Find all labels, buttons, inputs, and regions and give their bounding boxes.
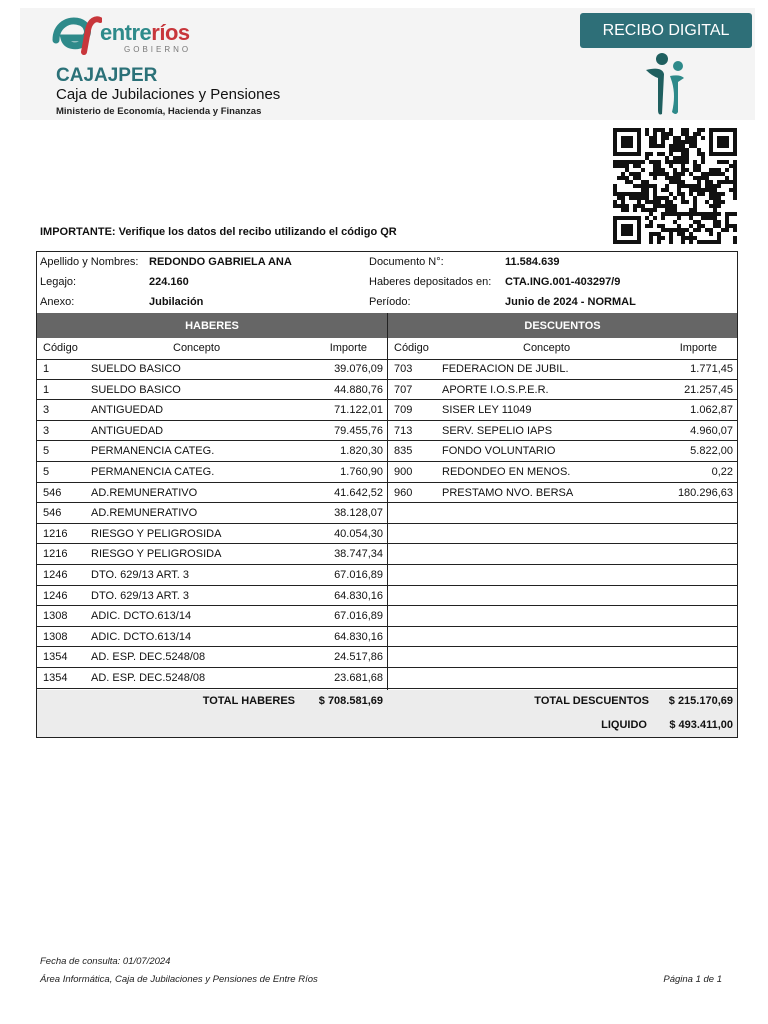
- recibo-digital-badge: RECIBO DIGITAL: [580, 13, 752, 48]
- concepto-cell: PERMANENCIA CATEG.: [91, 445, 215, 458]
- concepto-header: Concepto: [523, 342, 571, 354]
- importe-cell: 44.880,76: [334, 383, 383, 396]
- descuentos-table-row: [388, 380, 737, 401]
- importe-cell: 40.054,30: [334, 527, 383, 540]
- haberes-table-row: [37, 586, 387, 607]
- liquido-value: $ 493.411,00: [669, 719, 733, 731]
- qr-code: [613, 128, 737, 246]
- brand-subtitle: GOBIERNO: [124, 45, 192, 54]
- total-haberes-label: TOTAL HABERES: [202, 695, 295, 707]
- haberes-table-row: [37, 647, 387, 668]
- liquido-label: LIQUIDO: [601, 719, 647, 731]
- document-value: 11.584.639: [505, 256, 560, 268]
- descuentos-section-header: DESCUENTOS: [388, 313, 737, 338]
- haberes-table-row: [37, 565, 387, 586]
- importe-cell: 24.517,86: [334, 651, 383, 664]
- footer-area: Área Informática, Caja de Jubilaciones y Pensiones de Entre Ríos: [40, 974, 318, 985]
- name-label: Apellido y Nombres:: [40, 256, 139, 268]
- total-haberes-value: $ 708.581,69: [318, 695, 383, 707]
- anexo-value: Jubilación: [149, 296, 204, 308]
- haberes-table-row: [37, 400, 387, 421]
- concepto-cell: PRESTAMO NVO. BERSA: [442, 486, 574, 499]
- importe-cell: 1.771,45: [690, 363, 733, 375]
- importe-cell: 38.128,07: [334, 507, 383, 520]
- periodo-label: Período:: [369, 296, 411, 308]
- importe-cell: 180.296,63: [677, 486, 733, 499]
- concepto-cell: RIESGO Y PELIGROSIDA: [91, 527, 222, 540]
- importe-cell: 5.822,00: [690, 445, 733, 458]
- descuentos-table-row: [388, 627, 737, 648]
- total-descuentos-label: TOTAL DESCUENTOS: [534, 695, 649, 707]
- verification-notice: IMPORTANTE: Verifique los datos del recibo utilizando el código QR: [40, 226, 397, 238]
- descuentos-table-row: [388, 544, 737, 565]
- codigo-cell: 5: [43, 445, 50, 458]
- concepto-cell: FONDO VOLUNTARIO: [442, 445, 556, 458]
- haberes-table-row: [37, 359, 387, 380]
- importe-cell: 71.122,01: [334, 404, 383, 417]
- info-row-legajo: [37, 272, 737, 292]
- concepto-cell: REDONDEO EN MENOS.: [442, 466, 571, 478]
- descuentos-table-row: [388, 462, 737, 483]
- haberes-table-row: [37, 462, 387, 483]
- importe-cell: 0,22: [711, 466, 733, 478]
- concepto-cell: DTO. 629/13 ART. 3: [91, 589, 190, 602]
- importe-cell: 67.016,89: [334, 610, 383, 623]
- codigo-cell: 709: [394, 404, 413, 417]
- concepto-cell: SUELDO BASICO: [91, 383, 181, 396]
- codigo-cell: 1: [43, 383, 50, 396]
- importe-cell: 21.257,45: [684, 383, 733, 396]
- descuentos-table-row: [388, 421, 737, 442]
- haberes-table-row: [37, 503, 387, 524]
- codigo-cell: 546: [43, 507, 62, 520]
- concepto-cell: ADIC. DCTO.613/14: [91, 630, 192, 643]
- codigo-cell: 1308: [43, 610, 68, 623]
- haberes-table-row: [37, 421, 387, 442]
- importe-header: Importe: [329, 342, 367, 354]
- page-number: Página 1 de 1: [663, 974, 722, 985]
- haberes-depositados-label: Haberes depositados en:: [369, 276, 492, 288]
- descuentos-table-row: [388, 441, 737, 462]
- concepto-cell: SUELDO BASICO: [91, 363, 181, 375]
- concepto-cell: DTO. 629/13 ART. 3: [91, 569, 190, 581]
- importe-cell: 38.747,34: [334, 548, 383, 561]
- importe-cell: 39.076,09: [334, 363, 383, 375]
- descuentos-table-row: [388, 400, 737, 421]
- info-row-anexo: [37, 292, 737, 312]
- haberes-table-row: [37, 627, 387, 648]
- importe-cell: 67.016,89: [334, 569, 383, 581]
- concepto-cell: AD. ESP. DEC.5248/08: [91, 672, 206, 684]
- codigo-header: Código: [43, 342, 78, 354]
- fecha-consulta: Fecha de consulta: 01/07/2024: [40, 956, 171, 967]
- codigo-cell: 5: [43, 466, 50, 478]
- importe-cell: 64.830,16: [334, 630, 383, 643]
- codigo-cell: 713: [394, 424, 413, 437]
- codigo-cell: 1308: [43, 630, 68, 643]
- cajajper-figures-icon: [640, 52, 690, 118]
- concepto-cell: ADIC. DCTO.613/14: [91, 610, 192, 623]
- codigo-cell: 960: [394, 486, 413, 499]
- codigo-cell: 835: [394, 445, 413, 458]
- haberes-table-row: [37, 544, 387, 565]
- org-name: Caja de Jubilaciones y Pensiones: [56, 86, 281, 103]
- descuentos-table-row: [388, 668, 737, 689]
- name-value: REDONDO GABRIELA ANA: [149, 256, 292, 268]
- haberes-table-row: [37, 524, 387, 545]
- haberes-depositados-value: CTA.ING.001-403297/9: [505, 276, 621, 288]
- haberes-table-row: [37, 606, 387, 627]
- concepto-cell: RIESGO Y PELIGROSIDA: [91, 548, 222, 561]
- importe-cell: 23.681,68: [334, 672, 383, 684]
- concepto-cell: SERV. SEPELIO IAPS: [442, 424, 553, 437]
- descuentos-table-row: [388, 606, 737, 627]
- codigo-cell: 3: [43, 424, 50, 437]
- codigo-cell: 1354: [43, 672, 68, 684]
- legajo-value: 224.160: [149, 276, 189, 288]
- importe-cell: 1.820,30: [340, 445, 383, 458]
- concepto-header: Concepto: [173, 342, 221, 354]
- concepto-cell: AD.REMUNERATIVO: [91, 507, 198, 520]
- importe-cell: 1.760,90: [340, 466, 383, 478]
- descuentos-table-row: [388, 565, 737, 586]
- concepto-cell: ANTIGUEDAD: [91, 424, 164, 437]
- anexo-label: Anexo:: [40, 296, 75, 308]
- totals-row: [37, 690, 737, 715]
- descuentos-table-row: [388, 586, 737, 607]
- codigo-cell: 1: [43, 363, 50, 375]
- codigo-cell: 3: [43, 404, 50, 417]
- entrerios-logo-icon: [50, 12, 102, 56]
- column-divider: [387, 313, 388, 690]
- concepto-cell: APORTE I.O.S.P.E.R.: [442, 383, 549, 396]
- importe-cell: 64.830,16: [334, 589, 383, 602]
- descuentos-table-row: [388, 524, 737, 545]
- codigo-cell: 1354: [43, 651, 68, 664]
- importe-cell: 1.062,87: [690, 404, 733, 417]
- haberes-section-header: HABERES: [37, 313, 387, 338]
- concepto-cell: AD. ESP. DEC.5248/08: [91, 651, 206, 664]
- importe-cell: 41.642,52: [334, 486, 383, 499]
- haberes-table-row: [37, 483, 387, 504]
- concepto-cell: ANTIGUEDAD: [91, 404, 164, 417]
- ministry-name: Ministerio de Economía, Hacienda y Finanzas: [56, 106, 262, 117]
- liquido-row: [37, 714, 737, 737]
- codigo-cell: 707: [394, 383, 413, 396]
- document-label: Documento N°:: [369, 256, 444, 268]
- codigo-cell: 703: [394, 363, 413, 375]
- codigo-header: Código: [394, 342, 429, 354]
- codigo-cell: 1246: [43, 589, 68, 602]
- descuentos-column-headers: [388, 338, 737, 360]
- haberes-column-headers: [37, 338, 387, 360]
- codigo-cell: 1216: [43, 548, 68, 561]
- haberes-table-row: [37, 380, 387, 401]
- haberes-table-row: [37, 668, 387, 689]
- descuentos-table-row: [388, 483, 737, 504]
- descuentos-table-row: [388, 359, 737, 380]
- codigo-cell: 900: [394, 466, 413, 478]
- importe-cell: 79.455,76: [334, 424, 383, 437]
- info-row-name: [37, 252, 737, 272]
- importe-cell: 4.960,07: [690, 424, 733, 437]
- codigo-cell: 546: [43, 486, 62, 499]
- legajo-label: Legajo:: [40, 276, 77, 288]
- total-descuentos-value: $ 215.170,69: [668, 695, 733, 707]
- codigo-cell: 1216: [43, 527, 68, 540]
- descuentos-table-row: [388, 647, 737, 668]
- importe-header: Importe: [679, 342, 717, 354]
- descuentos-table-row: [388, 503, 737, 524]
- concepto-cell: FEDERACION DE JUBIL.: [442, 363, 569, 375]
- concepto-cell: AD.REMUNERATIVO: [91, 486, 198, 499]
- brand-wordmark: entreríos: [100, 20, 190, 45]
- periodo-value: Junio de 2024 - NORMAL: [505, 296, 636, 308]
- haberes-table-row: [37, 441, 387, 462]
- org-acronym: CAJAJPER: [56, 65, 158, 86]
- codigo-cell: 1246: [43, 569, 68, 581]
- receipt-table: [36, 251, 738, 738]
- concepto-cell: SISER LEY 11049: [442, 404, 532, 417]
- concepto-cell: PERMANENCIA CATEG.: [91, 466, 215, 478]
